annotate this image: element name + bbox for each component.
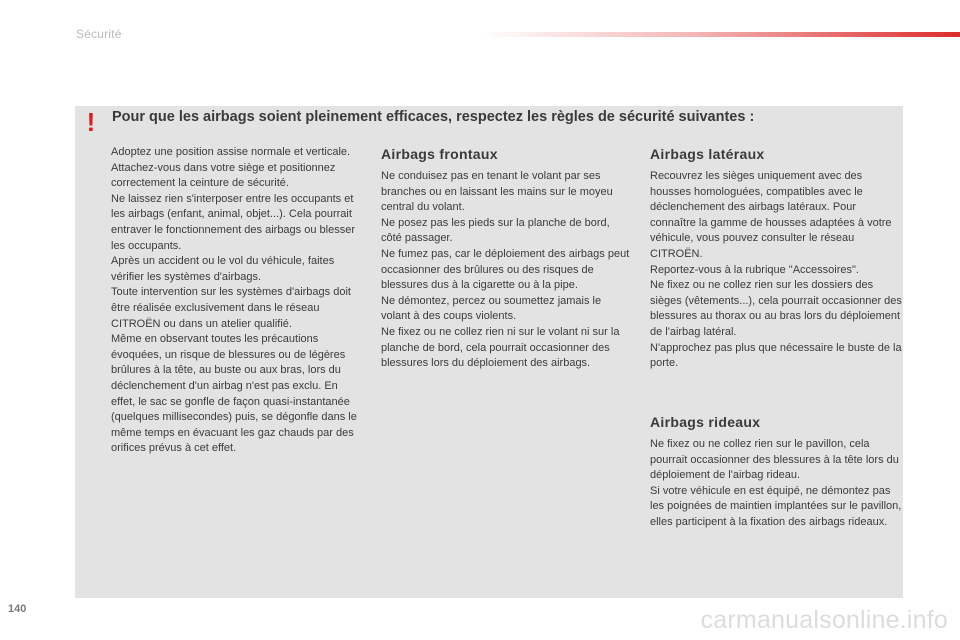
watermark: carmanualsonline.info [700, 606, 948, 634]
curtain-airbags-section [650, 413, 902, 531]
page-number: 140 [8, 603, 27, 615]
exclamation-icon: ! [86, 107, 96, 137]
rule-paragraph: Ne posez pas les pieds sur la planche de bord, côté passager. [381, 216, 610, 245]
rule-paragraph: Ne fixez ou ne collez rien ni sur le volant ni sur la planche de bord, cela pourrait occasionner des blessures lors du déploiement des airbags. [381, 325, 620, 370]
rule-paragraph: Ne conduisez pas en tenant le volant par ses branches ou en laissant les mains sur le moyeu central du volant. [381, 170, 613, 214]
rule-paragraph: Même en observant toutes les précautions évoquées, un risque de blessures ou de légères brûlures à la tête, au buste ou aux bras, lors du déclenchement d'un airbag n'est pas exclu. En effet, le sac se gonfle de façon quasi-instantanée (quelques millisecondes) puis, se dégonfle dans le même temps en évacuant les gaz chauds par des orifices prévus à cet effet. [111, 333, 357, 455]
rule-paragraph: Reportez-vous à la rubrique "Accessoires". [650, 263, 859, 276]
rule-paragraph: Ne fixez ou ne collez rien sur les dossiers des sièges (vêtements...), cela pourrait occasionner des blessures au thorax ou au bras lors du déploiement de l'airbag latéral. [650, 279, 902, 338]
rule-paragraph: Recouvrez les sièges uniquement avec des housses homologuées, compatibles avec le déclenchement des airbags latéraux. Pour connaître la gamme de housses adaptées à votre véhicule, vous pouvez consulter le réseau CITROËN. [650, 170, 892, 260]
panel-title: Pour que les airbags soient pleinement efficaces, respectez les règles de sécurité suivantes : [112, 109, 755, 125]
header-accent-bar [480, 32, 960, 37]
rule-paragraph: Toute intervention sur les systèmes d'airbags doit être réalisée exclusivement dans le réseau CITROËN ou dans un atelier qualifié. [111, 286, 351, 330]
rule-paragraph: Attachez-vous dans votre siège et positionnez correctement la ceinture de sécurité. [111, 161, 336, 190]
rule-paragraph: Ne fumez pas, car le déploiement des airbags peut occasionner des brûlures ou des risques de blessures dus à la cigarette ou à la pipe. [381, 247, 630, 292]
rule-paragraph: Si votre véhicule en est équipé, ne démontez pas les poignées de maintien implantées sur le pavillon, elles participent à la fixation des airbags rideaux. [650, 484, 902, 528]
side-airbags-section [650, 145, 902, 372]
curtain-airbags-heading: Airbags rideaux [650, 414, 761, 430]
rule-paragraph: N'approchez pas plus que nécessaire le buste de la porte. [650, 341, 902, 370]
general-rules-column [111, 145, 361, 457]
rule-paragraph: Après un accident ou le vol du véhicule, faites vérifier les systèmes d'airbags. [111, 255, 335, 283]
frontal-airbags-section [381, 145, 631, 372]
rule-paragraph: Ne fixez ou ne collez rien sur le pavillon, cela pourrait occasionner des blessures à la tête lors du déploiement de l'airbag rideau. [650, 438, 899, 482]
side-airbags-heading: Airbags latéraux [650, 146, 765, 162]
section-title: Sécurité [76, 27, 122, 41]
rule-paragraph: Adoptez une position assise normale et verticale. [111, 146, 351, 158]
rule-paragraph: Ne laissez rien s'interposer entre les occupants et les airbags (enfant, animal, objet...). Cela pourrait entraver le fonctionnement des airbags ou blesser les occupants. [111, 192, 355, 252]
rule-paragraph: Ne démontez, percez ou soumettez jamais le volant à des coups violents. [381, 294, 602, 323]
frontal-airbags-heading: Airbags frontaux [381, 146, 498, 162]
